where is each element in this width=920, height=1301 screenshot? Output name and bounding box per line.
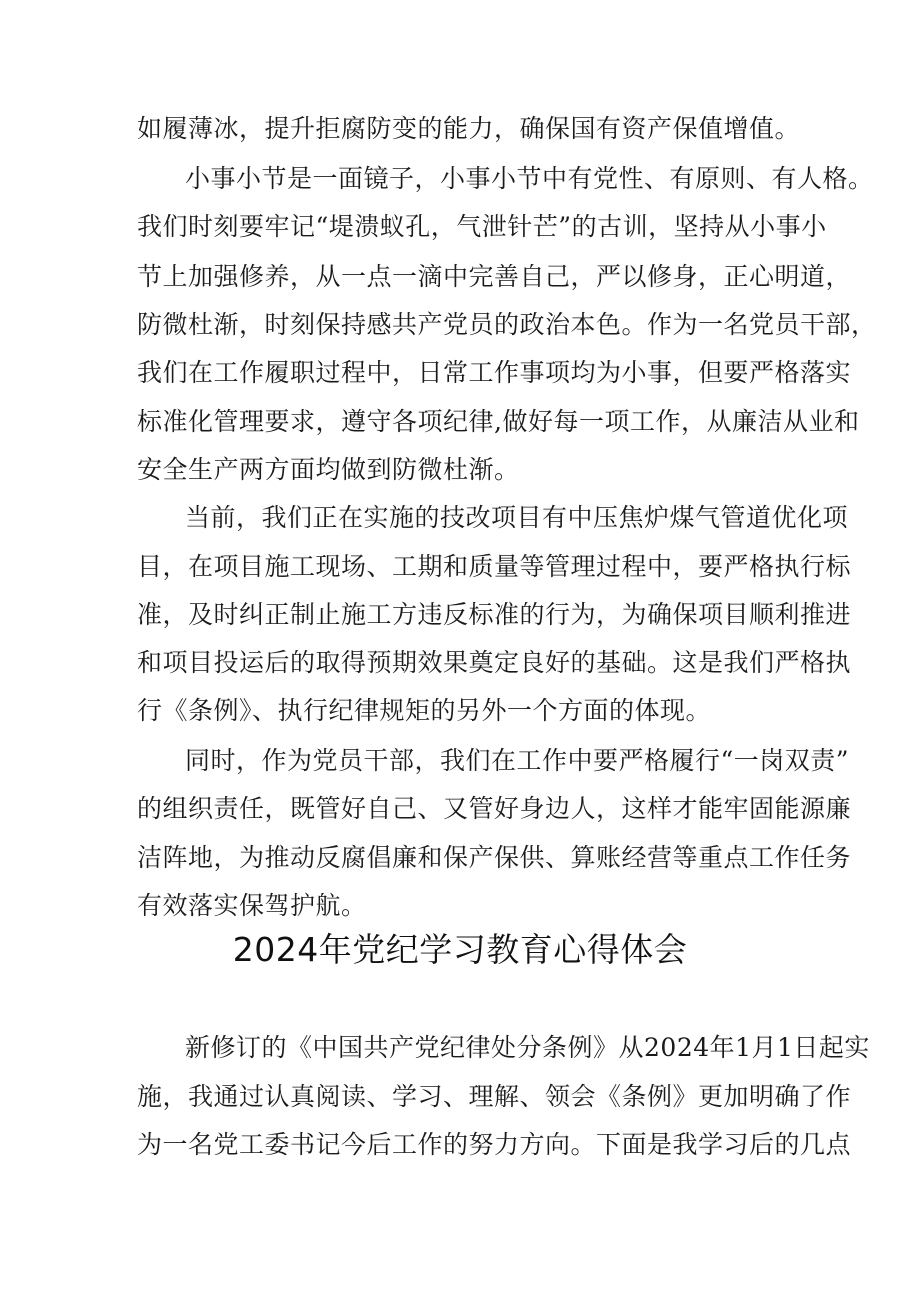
- paragraph-start-line: 当前，我们正在实施的技改项目有中压焦炉煤气管道优化项: [185, 503, 849, 532]
- text-line: 安全生产两方面均做到防微杜渐。: [137, 455, 520, 484]
- text-line: 我们时刻要牢记“堤溃蚁孔，气泄针芒”的古训，坚持从小事小: [137, 212, 827, 241]
- text-line: 为一名党工委书记今后工作的努力方向。下面是我学习后的几点: [137, 1130, 852, 1159]
- paragraph-start-line: 小事小节是一面镜子，小事小节中有党性、有原则、有人格。: [185, 164, 874, 193]
- text-line: 施，我通过认真阅读、学习、理解、领会《条例》更加明确了作: [137, 1082, 852, 1111]
- paragraph-start-line: 新修订的《中国共产党纪律处分条例》从2024年1月1日起实: [185, 1033, 870, 1062]
- text-line: 行《条例》、执行纪律规矩的另外一个方面的体现。: [137, 696, 712, 725]
- text-line: 的组织责任，既管好自己、又管好身边人，这样才能牢固能源廉: [137, 794, 852, 823]
- text-line: 防微杜渐，时刻保持感共产党员的政治本色。作为一名党员干部，: [137, 310, 877, 339]
- text-line: 如履薄冰，提升拒腐防变的能力，确保国有资产保值增值。: [137, 114, 801, 143]
- text-line: 洁阵地，为推动反腐倡廉和保产保供、算账经营等重点工作任务: [137, 843, 852, 872]
- text-line: 目，在项目施工现场、工期和质量等管理过程中，要严格执行标: [137, 552, 852, 581]
- text-line: 节上加强修养，从一点一滴中完善自己，严以修身，正心明道，: [137, 262, 852, 291]
- text-line: 和项目投运后的取得预期效果奠定良好的基础。这是我们严格执: [137, 648, 852, 677]
- text-line: 有效落实保驾护航。: [137, 891, 367, 920]
- text-line: 标准化管理要求，遵守各项纪律,做好每一项工作，从廉洁从业和: [137, 407, 860, 436]
- text-line: 准，及时纠正制止施工方违反标准的行为，为确保项目顺利推进: [137, 600, 852, 629]
- text-line: 我们在工作履职过程中，日常工作事项均为小事，但要严格落实: [137, 358, 852, 387]
- section-title: 2024年党纪学习教育心得体会: [232, 930, 688, 969]
- paragraph-start-line: 同时，作为党员干部，我们在工作中要严格履行“一岗双责”: [185, 746, 850, 775]
